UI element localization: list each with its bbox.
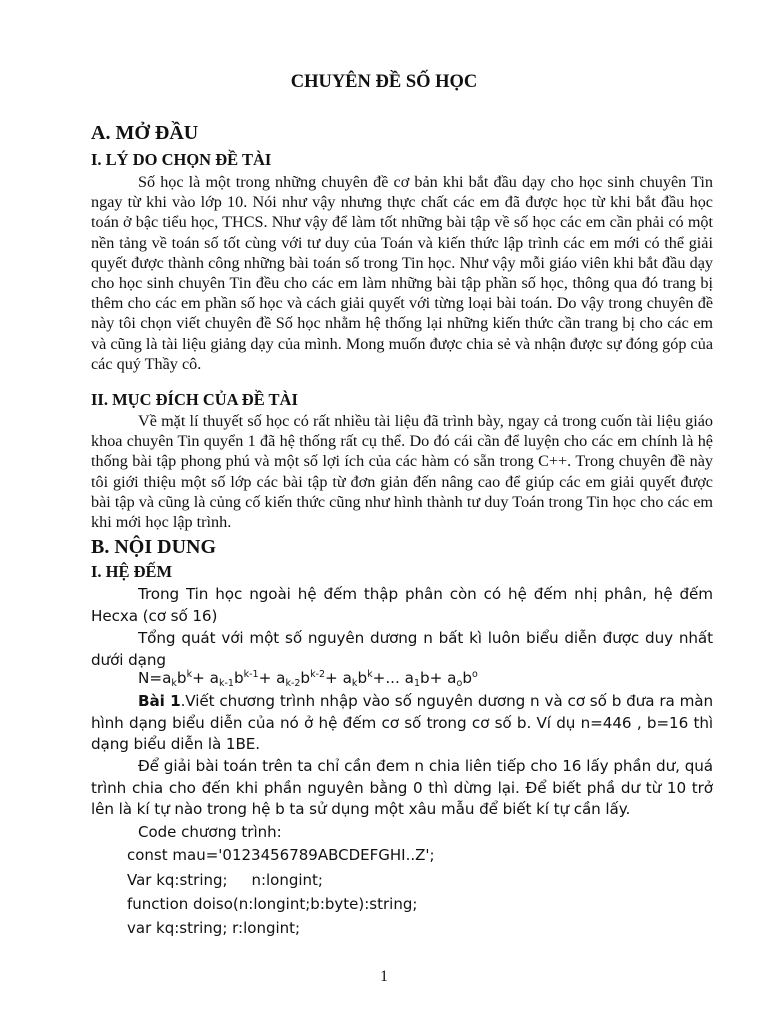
formula-sup: k-1 [243,669,259,680]
formula-sup: k [186,669,193,680]
formula-base: b [357,669,368,687]
formula-separator: + a [258,669,286,687]
section-b-heading: B. NỘI DUNG [91,536,217,558]
hedem-paragraph-2: Tổng quát với một số nguyên dương n bất kì luôn biểu diễn được duy nhất dưới dạng [91,629,713,669]
general-formula [138,669,478,689]
section-a-heading: A. MỞ ĐẦU [91,122,199,144]
section-a-part-2-heading: II. MỤC ĐÍCH CỦA ĐỀ TÀI [91,390,298,409]
formula-base: b [300,669,311,687]
formula-sup: o [471,669,478,680]
code-line: var kq:string; r:longint; [127,919,301,937]
hedem-paragraph-1: Trong Tin học ngoài hệ đếm thập phân còn có hệ đếm nhị phân, hệ đếm Hecxa (cơ số 16) [91,585,713,625]
exercise-1-text: .Viết chương trình nhập vào số nguyên dương n và cơ số b đưa ra màn hình dạng biểu diễn của nó ở hệ đếm cơ số trong cơ số b. Ví dụ n=446 , b=16 thì dạng biểu diễn là 1BE. [91,692,713,753]
formula-sup: k [367,669,373,680]
section-b-part-1-heading: I. HỆ ĐẾM [91,562,173,581]
formula-separator: + a [325,669,352,687]
formula-base: b+ a [419,669,457,687]
formula-base: b [233,669,244,687]
exercise-1-label: Bài 1 [138,692,181,710]
formula-sub: k [171,678,177,689]
code-line: Var kq:string; n:longint; [127,871,323,889]
formula-sub: o [456,678,463,689]
code-label: Code chương trình: [138,823,282,841]
formula-sub: k [351,678,358,689]
formula-sup: k-2 [310,669,326,680]
formula-prefix: N=a [138,669,172,687]
code-line: const mau='0123456789ABCDEFGHI..Z'; [127,846,435,864]
formula-base: b [176,669,187,687]
formula-separator: + a [192,669,219,687]
section-a-part-1-heading: I. LÝ DO CHỌN ĐỀ TÀI [91,150,272,169]
document-title: CHUYÊN ĐỀ SỐ HỌC [290,72,478,92]
formula-base: b [462,669,472,687]
page-number: 1 [380,968,388,985]
formula-sub: 1 [413,678,420,689]
section-a-part-2-paragraph: Về mặt lí thuyết số học có rất nhiều tài liệu đã trình bày, ngay cả trong cuốn tài liệu giáo khoa chuyên Tin quyển 1 đã hệ thống rất cụ thể. Do đó cái cần để luyện cho các em chính là hệ thống bài tập phong phú và một số lợi ích của các hàm có sẵn trong C++. Trong chuyên đề này tôi giới thiệu một số lớp các bài tập từ đơn giản đến nâng cao để giúp các em giải quyết được bài tập và cũng là củng cố kiến thức cũng như hình thành tư duy Toán trong Tin học cho các em khi mới học lập trình. [91,412,713,532]
formula-separator: +... a [372,669,414,687]
code-line: function doiso(n:longint;b:byte):string; [127,895,418,913]
exercise-1-paragraph [91,691,713,756]
hedem-paragraph-3: Để giải bài toán trên ta chỉ cần đem n chia liên tiếp cho 16 lấy phần dư, quá trình chia cho đến khi phần nguyên bằng 0 thì dừng lại. Để biết phầ dư từ 10 trở lên là kí tự nào trong hệ b ta sử dụng một xâu mẫu để biết kí tự cần lấy. [91,757,713,818]
formula-sub: k-1 [218,678,234,689]
section-a-part-1-paragraph: Số học là một trong những chuyên đề cơ bản khi bắt đầu dạy cho học sinh chuyên Tin ngay từ khi vào lớp 10. Nói như vậy nhưng thực chất các em đã được học từ khi bắt đầu học toán ở bậc tiểu học, THCS. Như vậy để làm tốt những bài tập về số học các em cần phải có một nền tảng về toán số tốt cùng với tư duy của Toán và kiến thức lập trình các em mới có thể giải quyết được thành công những bài toán số trong Tin học. Như vậy mỗi giáo viên khi bắt đầu dạy cho học sinh chuyên Tin đều cho các em làm những bài tập phần số học, thông qua đó trang bị thêm cho các em phần số học và cách giải quyết với từng loại bài toán. Do vậy trong chuyên đề này tôi chọn viết chuyên đề Số học nhằm hệ thống lại những kiến thức cần trang bị cho các em và cũng là tài liệu giảng dạy của mình. Mong muốn được chia sẻ và nhận được sự đóng góp của các quý Thầy cô. [91,173,713,373]
formula-sub: k-2 [285,678,301,689]
